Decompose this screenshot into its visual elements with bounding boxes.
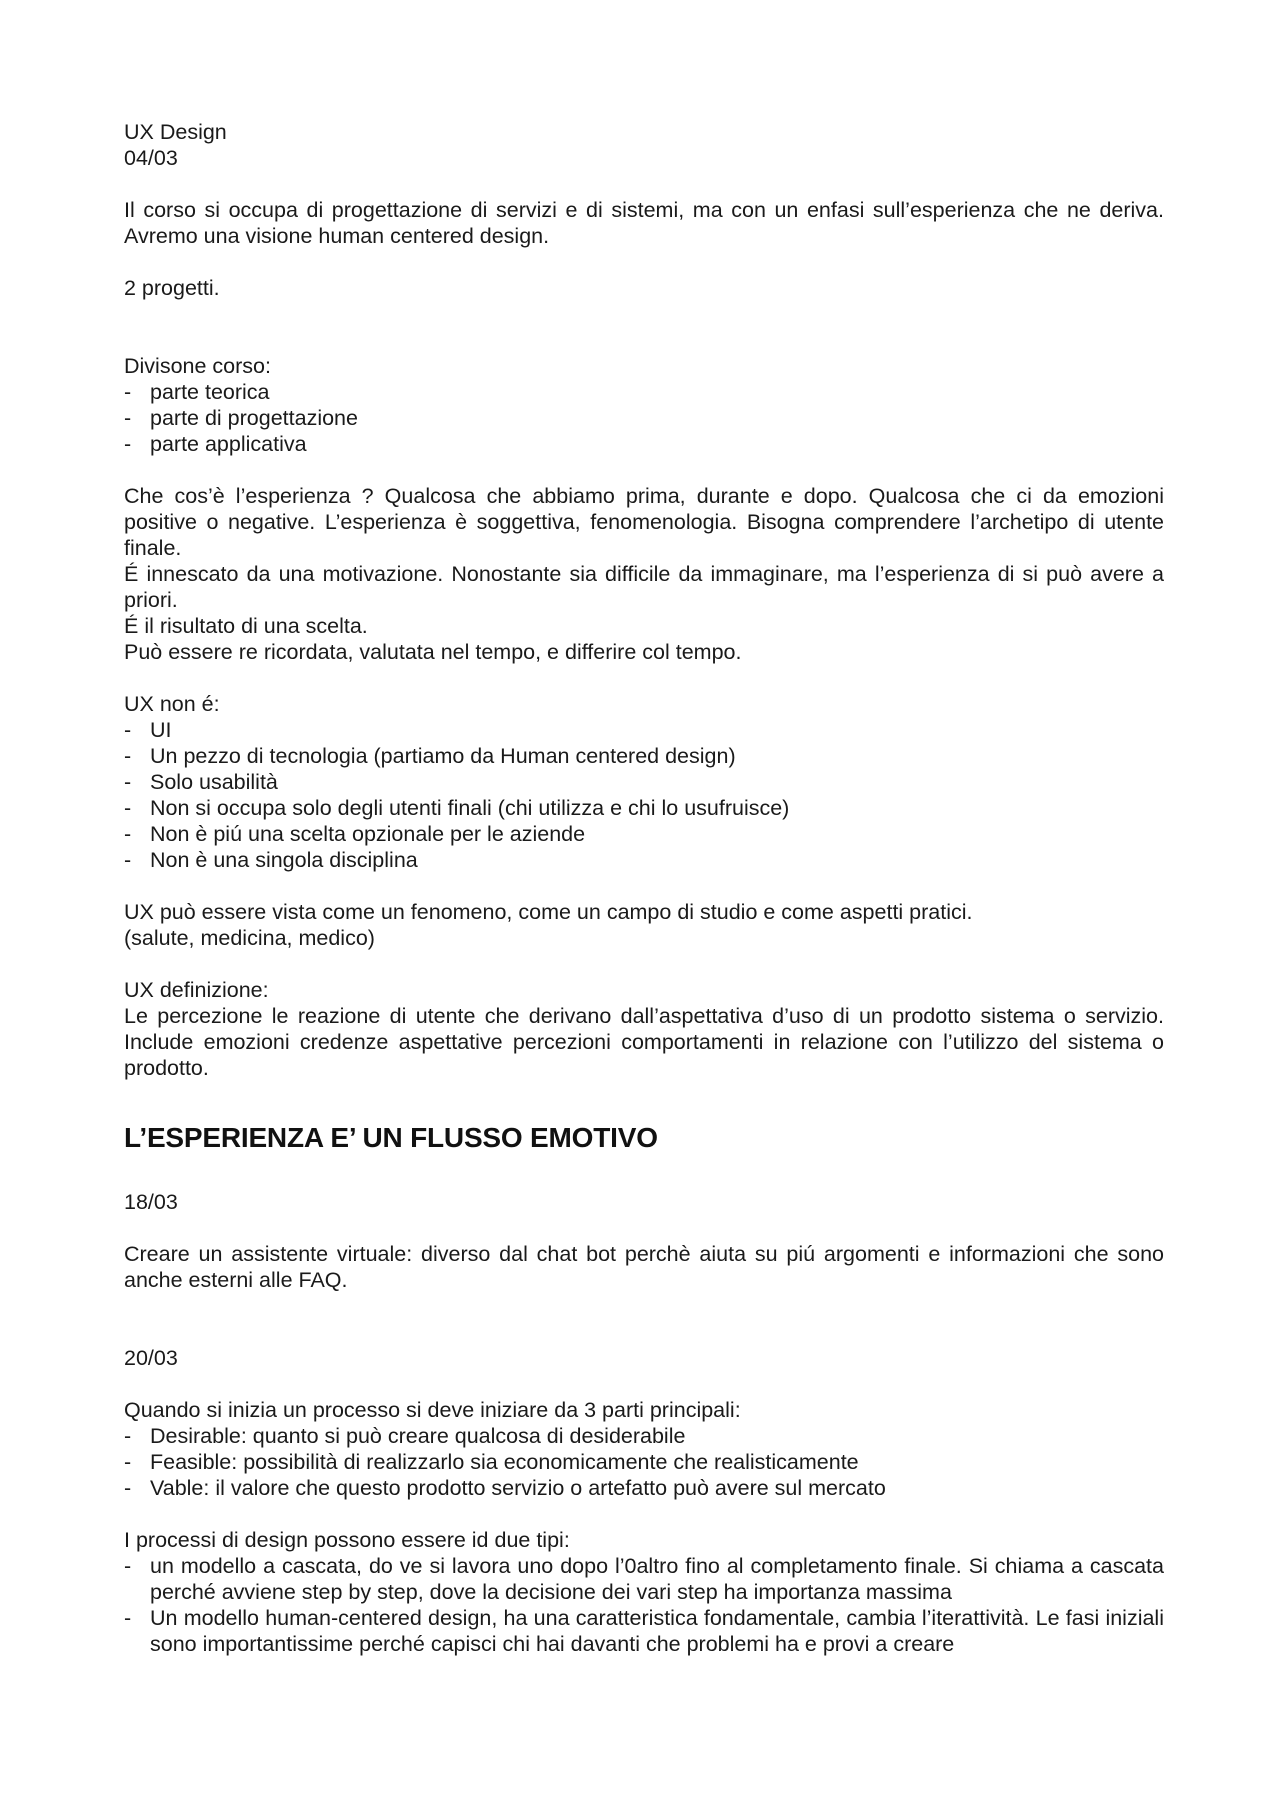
ux-view-paragraph: UX può essere vista come un fenomeno, come un campo di studio e come aspetti pratici. bbox=[124, 900, 973, 924]
list-item: - un modello a cascata, do ve si lavora uno dopo l’0altro fino al completamento finale. Si chiama a cascata perché avviene step by step, dove la decisione dei vari step ha importanza massima bbox=[124, 1553, 1164, 1605]
projects-note: 2 progetti. bbox=[124, 276, 220, 300]
list-item: - Un pezzo di tecnologia (partiamo da Human centered design) bbox=[124, 743, 1164, 769]
design-processes-list bbox=[124, 1553, 1164, 1657]
list-item: - Non è piú una scelta opzionale per le aziende bbox=[124, 821, 1164, 847]
design-processes-label: I processi di design possono essere id due tipi: bbox=[124, 1528, 570, 1552]
lesson-date: 04/03 bbox=[124, 146, 178, 170]
list-item: - Desirable: quanto si può creare qualcosa di desiderabile bbox=[124, 1423, 1164, 1449]
list-item: - Un modello human-centered design, ha una caratteristica fondamentale, cambia l’iterattività. Le fasi iniziali sono importantissime perché capisci chi hai davanti che problemi ha e provi a creare bbox=[124, 1605, 1164, 1657]
section-heading: L’ESPERIENZA E’ UN FLUSSO EMOTIVO bbox=[124, 1122, 658, 1153]
list-item: - Non è una singola disciplina bbox=[124, 847, 1164, 873]
process-intro: Quando si inizia un processo si deve iniziare da 3 parti principali: bbox=[124, 1398, 741, 1422]
list-item: - UI bbox=[124, 717, 1164, 743]
list-item: - parte applicativa bbox=[124, 431, 1164, 457]
list-item: - parte teorica bbox=[124, 379, 1164, 405]
ux-view-examples: (salute, medicina, medico) bbox=[124, 926, 375, 950]
experience-paragraph: Che cos’è l’esperienza ? Qualcosa che abbiamo prima, durante e dopo. Qualcosa che ci da emozioni positive o negative. L’esperienza è soggettiva, fenomenologia. Bisogna comprendere l’archetipo di utente finale. bbox=[124, 484, 1164, 560]
process-parts-list bbox=[124, 1423, 1164, 1501]
list-item: - Solo usabilità bbox=[124, 769, 1164, 795]
lesson-date-1803: 18/03 bbox=[124, 1190, 178, 1214]
course-division-label: Divisone corso: bbox=[124, 354, 271, 378]
intro-paragraph: Il corso si occupa di progettazione di servizi e di sistemi, ma con un enfasi sull’esperienza che ne deriva. Avremo una visione human centered design. bbox=[124, 198, 1164, 248]
virtual-assistant-paragraph: Creare un assistente virtuale: diverso dal chat bot perchè aiuta su piú argomenti e informazioni che sono anche esterni alle FAQ. bbox=[124, 1242, 1164, 1292]
document-title: UX Design bbox=[124, 120, 227, 144]
ux-definition-label: UX definizione: bbox=[124, 978, 269, 1002]
experience-memory: Può essere re ricordata, valutata nel tempo, e differire col tempo. bbox=[124, 640, 742, 664]
document-page bbox=[124, 119, 1164, 1657]
ux-not-label: UX non é: bbox=[124, 692, 220, 716]
list-item: - Feasible: possibilità di realizzarlo sia economicamente che realisticamente bbox=[124, 1449, 1164, 1475]
list-item: - Vable: il valore che questo prodotto servizio o artefatto può avere sul mercato bbox=[124, 1475, 1164, 1501]
ux-definition-text: Le percezione le reazione di utente che derivano dall’aspettativa d’uso di un prodotto sistema o servizio. Include emozioni credenze aspettative percezioni comportamenti in relazione con l’utilizzo del sistema o prodotto. bbox=[124, 1004, 1164, 1080]
course-division-list bbox=[124, 379, 1164, 457]
experience-motivation: É innescato da una motivazione. Nonostante sia difficile da immaginare, ma l’esperienza di si può avere a priori. bbox=[124, 562, 1164, 612]
list-item: - parte di progettazione bbox=[124, 405, 1164, 431]
experience-choice: É il risultato di una scelta. bbox=[124, 614, 368, 638]
list-item: - Non si occupa solo degli utenti finali (chi utilizza e chi lo usufruisce) bbox=[124, 795, 1164, 821]
lesson-date-2003: 20/03 bbox=[124, 1346, 178, 1370]
ux-not-list bbox=[124, 717, 1164, 873]
